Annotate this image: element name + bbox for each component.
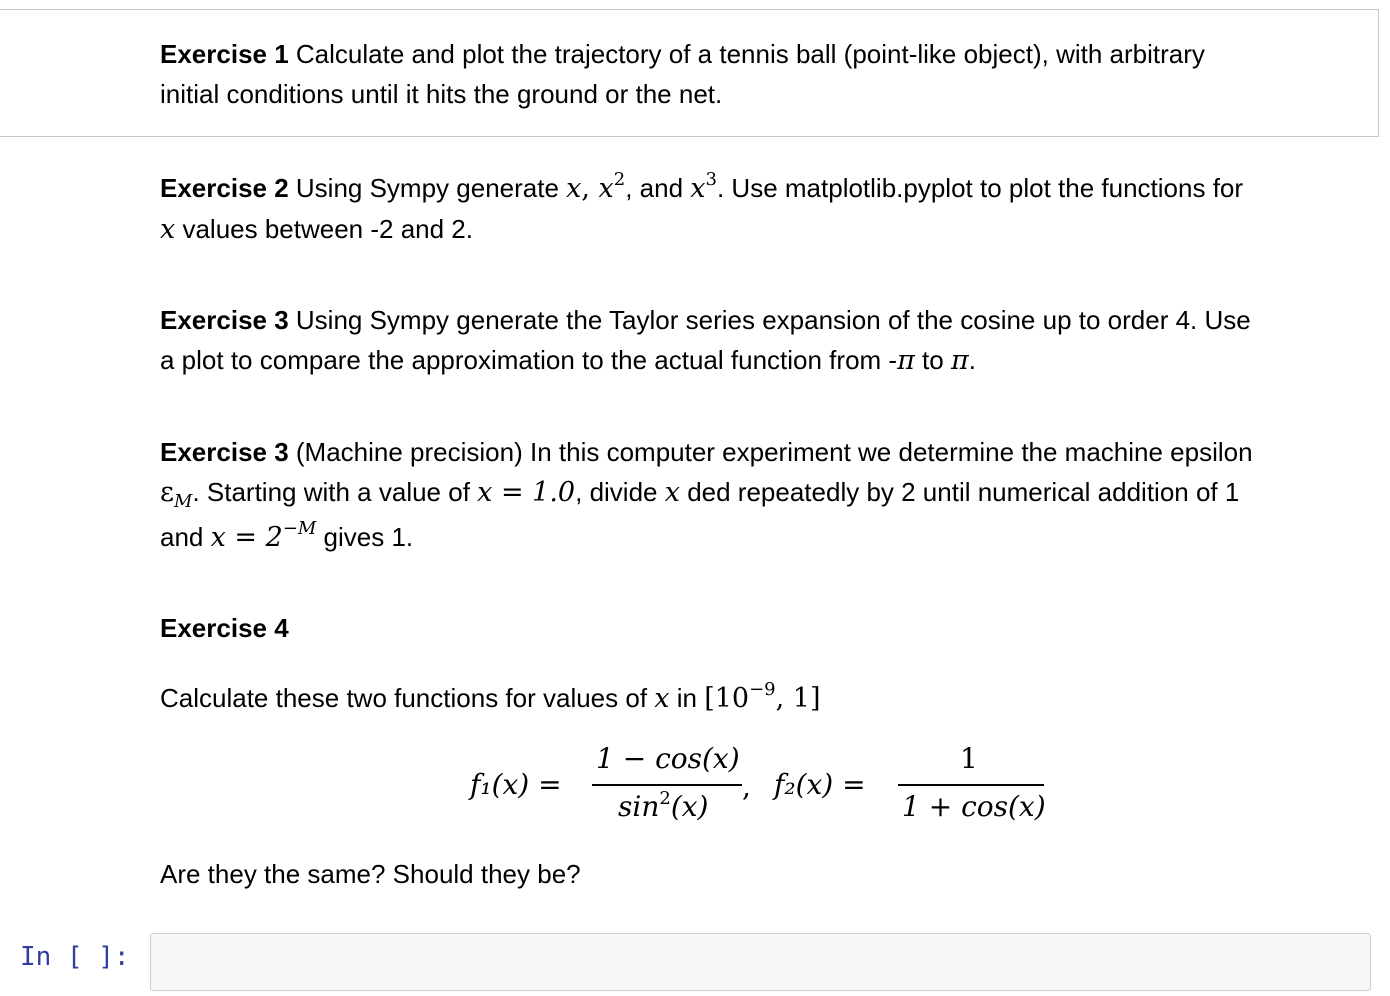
exercise-4-heading — [160, 608, 1370, 648]
exercise-1-label: Exercise 1 — [160, 39, 289, 69]
exercise-4-label: Exercise 4 — [160, 613, 289, 643]
exercise-4-question: Are they the same? Should they be? — [160, 859, 581, 889]
display-formula — [470, 740, 1070, 830]
f1-lhs: f₁(x) = — [470, 768, 562, 801]
input-prompt: In [ ]: — [20, 942, 130, 972]
f2-denominator: 1 + cos(x) — [902, 790, 1046, 823]
f1-fraction-bar — [592, 784, 742, 786]
f1-numerator: 1 − cos(x) — [596, 742, 740, 775]
exercise-4-intro: Calculate these two functions for values of x in [$10^{-9}$, 1] — [160, 679, 821, 714]
exercise-3-machine-precision-text: Exercise 3 (Machine precision) In this computer experiment we determine the machine epsilon $\varepsilon_M$. Starting with a value of x = 1.0, divide x ded repeatedly by 2 until numerical addition of 1 and $x = 2^{-M}$ gives 1. — [160, 437, 1253, 553]
f2-lhs: f₂(x) = — [774, 768, 866, 801]
code-input-area[interactable] — [150, 933, 1371, 991]
exercise-3-label: Exercise 3 — [160, 305, 289, 335]
exercise-2-text: Exercise 2 Using Sympy generate x, $x^2$, and $x^3$. Use matplotlib.pyplot to plot the functions for x values between -2 and 2. — [160, 169, 1244, 245]
f1-denominator: $\sin^2(x)$ — [618, 788, 709, 823]
f2-fraction-bar — [898, 784, 1044, 786]
formula-comma: , — [742, 770, 751, 803]
exercise-1-text: Exercise 1 Calculate and plot the trajectory of a tennis ball (point-like object), with arbitrary initial conditions until it hits the ground or the net. — [160, 39, 1205, 109]
exercise-3-text: Exercise 3 Using Sympy generate the Taylor series expansion of the cosine up to order 4. Use a plot to compare the approximation to the actual function from -π to π. — [160, 305, 1251, 376]
exercise-2-label: Exercise 2 — [160, 173, 289, 203]
exercise-3b-label: Exercise 3 — [160, 437, 289, 467]
f2-numerator: 1 — [960, 742, 978, 775]
